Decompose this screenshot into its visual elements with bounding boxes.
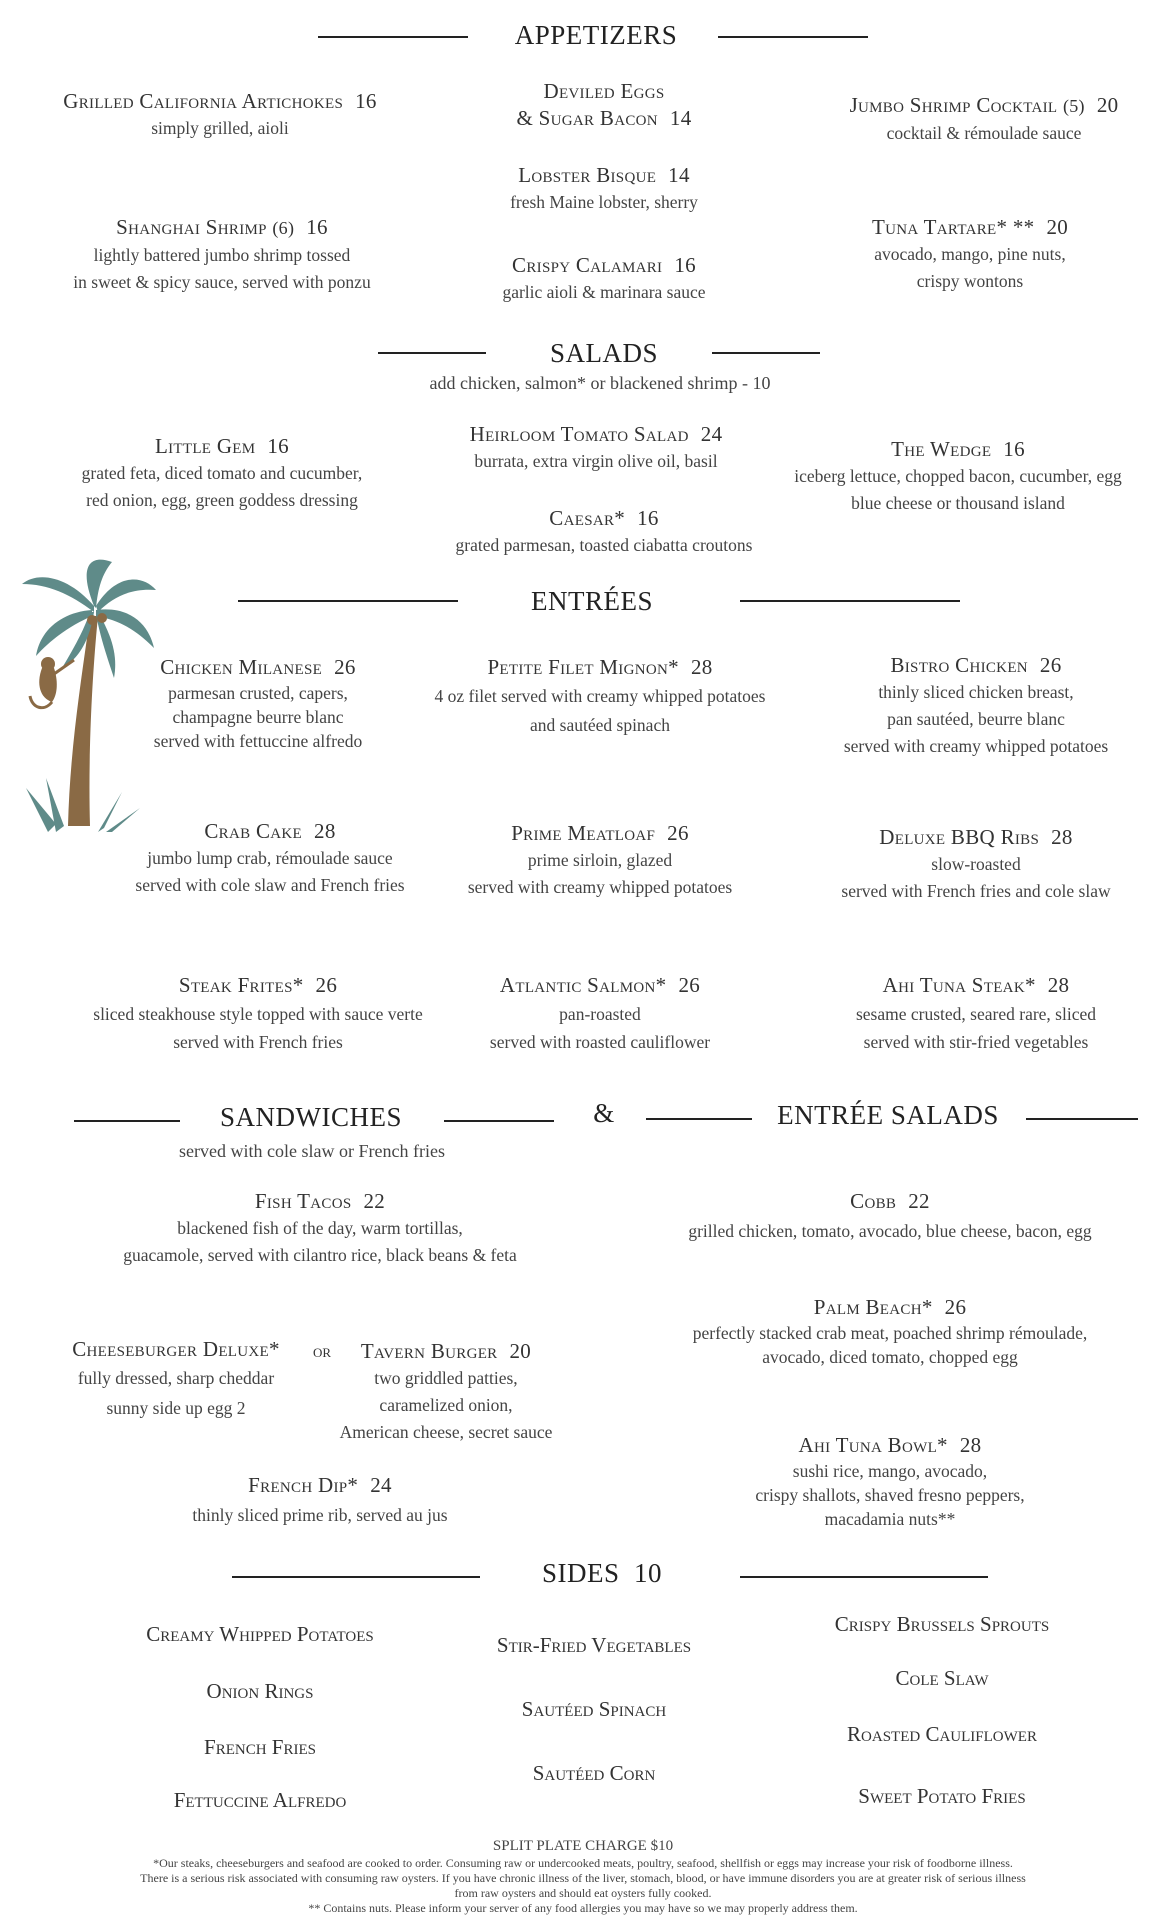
sides-rule-right (740, 1576, 988, 1578)
item-description: prime sirloin, glazed (527, 850, 673, 870)
item-name: Cheeseburger Deluxe* (72, 1337, 280, 1361)
item-description: iceberg lettuce, chopped bacon, cucumber, egg (794, 466, 1122, 486)
item-description: jumbo lump crab, rémoulade sauce (147, 848, 393, 868)
item-description: champagne beurre blanc (172, 707, 344, 727)
entree-salads-rule-left (646, 1118, 752, 1120)
entree-salads-rule-right (1026, 1118, 1138, 1120)
item-name: Caesar* (549, 506, 626, 530)
palm-frond (22, 577, 94, 612)
item-description: served with creamy whipped potatoes (467, 877, 733, 897)
menu-item-cobb (688, 1188, 1091, 1247)
item-price: 28 (314, 819, 336, 843)
side-item: Sautéed Corn (532, 1761, 656, 1785)
sides-title: SIDES 10 (541, 1558, 663, 1588)
allergy-note: ** Contains nuts. Please inform your server of any food allergies you may have so we may properly address them. (308, 1901, 858, 1915)
item-description: and sautéed spinach (530, 715, 670, 735)
item-price: 26 (678, 973, 701, 997)
side-item: Fettuccine Alfredo (173, 1788, 347, 1812)
item-name: Deluxe BBQ Ribs (879, 825, 1040, 849)
item-name: Tavern Burger (360, 1339, 498, 1363)
monkey-icon (30, 657, 74, 708)
menu-item-shanghai-shrimp (73, 214, 370, 296)
menu-item-steak-frites (93, 972, 422, 1056)
item-description: lightly battered jumbo shrimp tossed (93, 245, 351, 265)
menu-item-crab-cake (135, 818, 404, 899)
item-description: grated parmesan, toasted ciabatta croutons (455, 535, 753, 555)
item-price: 22 (363, 1189, 386, 1213)
item-price: 22 (908, 1189, 930, 1213)
item-name: Tuna Tartare* ** (871, 215, 1035, 239)
item-name: Shanghai Shrimp (116, 215, 267, 239)
side-item: Cole Slaw (895, 1666, 989, 1690)
salads-subtitle: add chicken, salmon* or blackened shrimp - 10 (429, 373, 771, 393)
item-price: 28 (1047, 973, 1070, 997)
item-description: two griddled patties, (374, 1368, 518, 1388)
item-name: Chicken Milanese (160, 655, 323, 679)
item-price: 16 (637, 506, 659, 530)
menu-item-bistro-chicken (844, 652, 1108, 760)
item-description: blue cheese or thousand island (851, 493, 1065, 513)
entrees-rule-right (740, 600, 960, 602)
item-name: Ahi Tuna Steak* (882, 973, 1036, 997)
item-description: American cheese, secret sauce (339, 1422, 553, 1442)
side-item: Stir-Fried Vegetables (496, 1633, 692, 1657)
item-description: served with French fries and cole slaw (841, 881, 1111, 901)
item-description: cocktail & rémoulade sauce (886, 123, 1082, 143)
menu-item-artichokes (63, 88, 376, 142)
item-description: in sweet & spicy sauce, served with ponzu (73, 272, 371, 292)
item-description: fresh Maine lobster, sherry (510, 192, 698, 212)
item-description: sushi rice, mango, avocado, (792, 1461, 988, 1481)
item-description: pan sautéed, beurre blanc (887, 709, 1065, 729)
item-description: perfectly stacked crab meat, poached shrimp rémoulade, (692, 1323, 1088, 1343)
item-description: served with stir-fried vegetables (863, 1032, 1089, 1052)
item-description: macadamia nuts** (824, 1509, 956, 1529)
item-name: Palm Beach* (813, 1295, 933, 1319)
split-plate-charge: SPLIT PLATE CHARGE $10 (492, 1838, 674, 1854)
disclaimer-line: There is a serious risk associated with consuming raw oysters. If you have chronic illness of the liver, stomach, blood, or have immune disorders you are at greater risk of serious illness (140, 1871, 1026, 1885)
palm-frond (96, 579, 156, 612)
side-item: French Fries (204, 1735, 316, 1759)
side-item: Roasted Cauliflower (847, 1722, 1037, 1746)
sandwiches-subtitle: served with cole slaw or French fries (179, 1141, 445, 1161)
item-name: Little Gem (154, 434, 256, 458)
item-name: Deviled Eggs (543, 79, 665, 103)
appetizers-title: APPETIZERS (514, 20, 678, 50)
item-description: avocado, mango, pine nuts, (874, 244, 1066, 264)
item-description: served with creamy whipped potatoes (843, 736, 1109, 756)
item-price: 26 (944, 1295, 967, 1319)
item-description: guacamole, served with cilantro rice, black beans & feta (123, 1245, 517, 1265)
menu-item-tavern-burger (340, 1338, 553, 1446)
item-name: Prime Meatloaf (511, 821, 656, 845)
item-description: parmesan crusted, capers, (168, 683, 348, 703)
item-name: Ahi Tuna Bowl* (798, 1433, 948, 1457)
entrees-rule-left (238, 600, 458, 602)
side-item: Onion Rings (206, 1679, 314, 1703)
item-description: crispy wontons (916, 271, 1024, 291)
side-item: Sautéed Spinach (521, 1697, 667, 1721)
menu-item-cheeseburger (72, 1336, 280, 1423)
item-description: served with French fries (173, 1032, 343, 1052)
menu-item-atlantic-salmon (490, 972, 710, 1056)
palm-trunk (68, 616, 98, 826)
menu-item-bbq-ribs (841, 824, 1110, 905)
item-name: Petite Filet Mignon* (487, 655, 679, 679)
item-description: thinly sliced chicken breast, (878, 682, 1074, 702)
item-description: sesame crusted, seared rare, sliced (855, 1004, 1097, 1024)
item-name: Grilled California Artichokes (63, 89, 344, 113)
item-name: Crispy Calamari (512, 253, 663, 277)
item-name: Bistro Chicken (890, 653, 1028, 677)
menu-item-ahi-tuna-steak (856, 972, 1096, 1056)
menu-item-ahi-tuna-bowl (755, 1432, 1024, 1531)
item-name: French Dip* (248, 1473, 359, 1497)
item-description: avocado, diced tomato, chopped egg (762, 1347, 1018, 1367)
item-count: (5) (1062, 96, 1085, 116)
item-price: 16 (674, 253, 696, 277)
item-description: thinly sliced prime rib, served au jus (192, 1505, 448, 1525)
item-price: 16 (355, 89, 377, 113)
item-name: Crab Cake (204, 819, 303, 843)
menu-item-tuna-tartare (872, 214, 1068, 295)
menu-item-little-gem (82, 433, 363, 514)
sides-rule-left (232, 1576, 480, 1578)
item-name: Atlantic Salmon* (499, 973, 667, 997)
disclaimer-line: from raw oysters and should eat oysters fully cooked. (454, 1886, 712, 1900)
sandwiches-rule-right (444, 1120, 554, 1122)
item-description: burrata, extra virgin olive oil, basil (474, 451, 718, 471)
menu-item-heirloom-salad (470, 421, 723, 475)
item-description: simply grilled, aioli (151, 118, 289, 138)
item-description: served with roasted cauliflower (489, 1032, 711, 1052)
item-description: pan-roasted (559, 1004, 641, 1024)
salads-rule-right (712, 352, 820, 354)
item-name: The Wedge (891, 437, 992, 461)
side-item: Creamy Whipped Potatoes (146, 1622, 374, 1646)
item-name: Cobb (850, 1189, 897, 1213)
coconut (87, 615, 97, 625)
coconut (97, 613, 107, 623)
menu-item-filet-mignon (435, 654, 766, 739)
sandwiches-title: SANDWICHES (219, 1102, 403, 1132)
item-price: 16 (267, 434, 289, 458)
disclaimer-line: *Our steaks, cheeseburgers and seafood are cooked to order. Consuming raw or undercooked meats, poultry, seafood, shellfish or eggs may increase your risk of foodborne illness. (153, 1856, 1013, 1870)
appetizers-rule-left (318, 36, 468, 38)
item-price: 16 (1003, 437, 1025, 461)
item-name: Heirloom Tomato Salad (469, 422, 689, 446)
item-price: 28 (1051, 825, 1073, 849)
item-name: Fish Tacos (254, 1189, 352, 1213)
item-description: served with cole slaw and French fries (135, 875, 405, 895)
menu-item-wedge (794, 436, 1121, 517)
or-separator: or (312, 1341, 332, 1362)
item-description: grilled chicken, tomato, avocado, blue cheese, bacon, egg (688, 1221, 1092, 1241)
item-description: sunny side up egg 2 (106, 1398, 246, 1418)
item-description: garlic aioli & marinara sauce (502, 282, 706, 302)
item-count: (6) (272, 218, 295, 238)
item-name: & Sugar Bacon (516, 106, 658, 130)
entree-salads-title: ENTRÉE SALADS (777, 1100, 999, 1130)
item-description: fully dressed, sharp cheddar (77, 1368, 275, 1388)
item-price: 20 (509, 1339, 532, 1363)
item-price: 16 (306, 215, 328, 239)
item-name: Jumbo Shrimp Cocktail (849, 93, 1058, 117)
side-item: Sweet Potato Fries (858, 1784, 1026, 1808)
item-description: 4 oz filet served with creamy whipped potatoes (434, 686, 766, 706)
item-description: served with fettuccine alfredo (153, 731, 363, 751)
menu-item-caesar (456, 505, 753, 559)
salads-title: SALADS (549, 338, 659, 368)
item-price: 24 (700, 422, 723, 446)
menu-item-french-dip (192, 1472, 447, 1531)
item-price: 14 (669, 106, 692, 130)
entrees-title: ENTRÉES (531, 586, 653, 616)
item-price: 26 (1039, 653, 1062, 677)
item-description: red onion, egg, green goddess dressing (86, 490, 358, 510)
item-price: 26 (315, 973, 338, 997)
item-name: Steak Frites* (178, 973, 304, 997)
menu-item-palm-beach (693, 1294, 1088, 1369)
appetizers-rule-right (718, 36, 868, 38)
menu-item-calamari (502, 252, 705, 306)
item-price: 20 (1096, 93, 1119, 117)
sandwiches-rule-left (74, 1120, 180, 1122)
item-description: grated feta, diced tomato and cucumber, (81, 463, 363, 483)
menu-item-lobster-bisque (510, 162, 698, 216)
item-price: 26 (667, 821, 689, 845)
salads-rule-left (378, 352, 486, 354)
item-price: 24 (370, 1473, 392, 1497)
ampersand: & (593, 1098, 615, 1128)
item-description: caramelized onion, (379, 1395, 513, 1415)
menu-item-chicken-milanese (154, 654, 362, 753)
side-item: Crispy Brussels Sprouts (834, 1612, 1050, 1636)
menu-item-shrimp-cocktail (850, 92, 1119, 147)
palm-tree-illustration (18, 556, 163, 838)
item-price: 28 (690, 655, 713, 679)
item-price: 28 (959, 1433, 982, 1457)
menu-item-prime-meatloaf (468, 820, 732, 901)
item-description: slow-roasted (931, 854, 1021, 874)
menu-item-fish-tacos (123, 1188, 517, 1269)
item-description: sliced steakhouse style topped with sauce verte (93, 1004, 423, 1024)
item-price: 14 (668, 163, 690, 187)
item-description: crispy shallots, shaved fresno peppers, (755, 1485, 1025, 1505)
item-price: 26 (334, 655, 356, 679)
item-description: blackened fish of the day, warm tortillas, (177, 1218, 463, 1238)
menu-item-deviled-eggs (516, 78, 691, 132)
item-price: 20 (1046, 215, 1069, 239)
item-name: Lobster Bisque (518, 163, 657, 187)
